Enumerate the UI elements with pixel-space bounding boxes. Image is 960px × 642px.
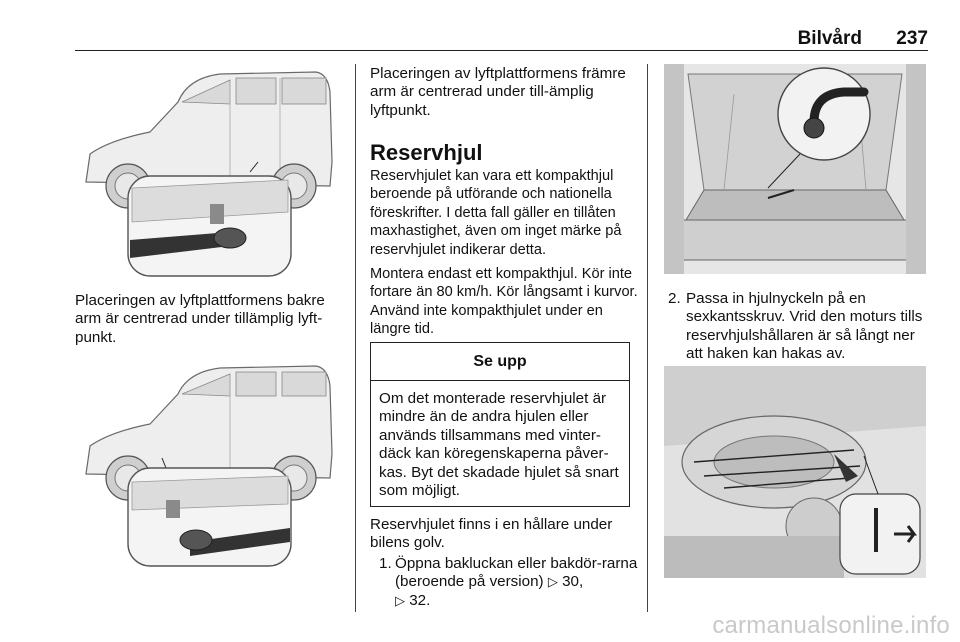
list-item-step-1 [379,555,641,615]
spare-wheel-carrier-illustration [664,366,926,578]
spare-wheel-paragraph-2: Montera endast ett kompakthjul. Kör inte fortare än 80 km/h. Kör långsamt i kurvor. Använd inte kompakthjulet under en längre tid. [370,266,638,338]
spare-wheel-paragraph-1: Reservhjulet kan vara ett kompakthjul beroende på utförande och nationella föreskrifter. I detta fall gäller en tillåten maxhastighet, även om inget märke på reservhjulet indikerar detta. [370,168,622,258]
load-floor-illustration [664,64,926,274]
caution-text: Om det monterade reservhjulet är mindre än de andra hjulen eller används tillsammans med vinter-däck kan köregenskaperna påver-kas. Byt det skadade hjulet så snart som möjligt. [379,390,619,500]
front-lift-arm-illustration [80,358,342,568]
page-reference-32[interactable]: ▷ 32. [395,591,431,609]
caution-box [370,342,630,507]
step-1-text: Öppna bakluckan eller bakdör-rarna (beroende på version) [395,555,638,591]
page-reference-30[interactable]: ▷ 30, [547,573,584,591]
page-reference-icon: ▷ [395,592,405,608]
page-number: 237 [896,28,928,49]
rear-arm-caption: Placeringen av lyftplattformens bakre arm är centrerad under tillämplig lyft-punkt. [75,292,325,346]
page-reference-icon: ▷ [547,574,558,590]
rear-lift-arm-illustration [80,62,342,280]
watermark: carmanualsonline.info [712,612,950,639]
front-arm-caption: Placeringen av lyftplattformens främre arm är centrerad under till-ämplig lyftpunkt. [370,65,626,119]
section-title: Bilvård [797,28,862,49]
header-divider [75,50,928,51]
column-divider-left [355,64,356,612]
step-1-number: 1. [379,555,392,572]
step-2-number: 2. [668,290,681,307]
spare-wheel-paragraph-3: Reservhjulet finns i en hållare under bilens golv. [370,516,613,552]
section-heading-spare-wheel: Reservhjul [370,140,483,165]
step-2-text: Passa in hjulnyckeln på en sexkantsskruv. Vrid den moturs tills reservhjulshållaren är så långt ner att haken kan hakas av. [686,290,923,363]
caution-title: Se upp [371,343,629,381]
column-divider-right [647,64,648,612]
list-item-step-2 [668,290,930,368]
